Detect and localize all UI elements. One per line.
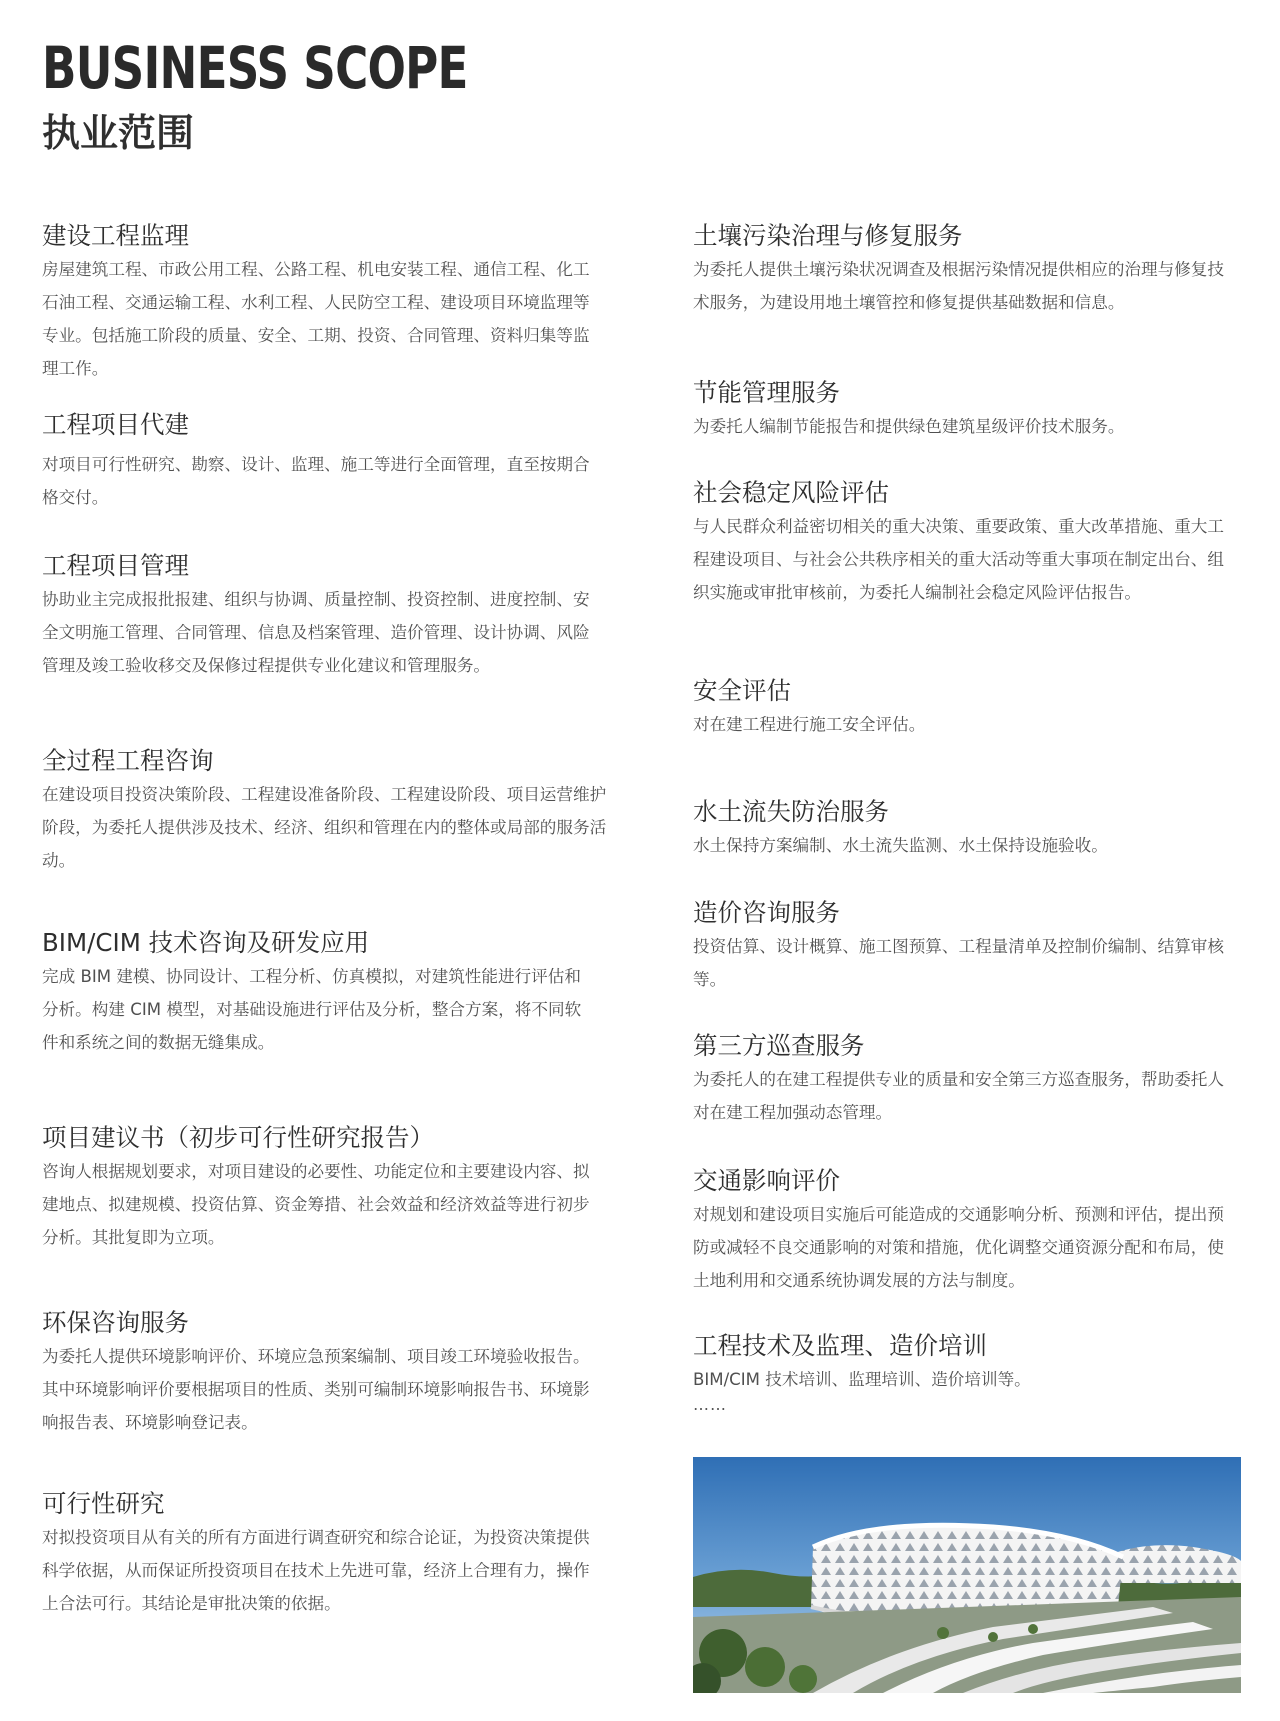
- section-title: 全过程工程咨询: [42, 746, 214, 775]
- section-text: 对项目可行性研究、勘察、设计、监理、施工等进行全面管理，直至按期合格交付。: [42, 455, 590, 507]
- section-text: 完成 BIM 建模、协同设计、工程分析、仿真模拟，对建筑性能进行评估和分析。构建 CIM 模型，对基础设施进行评估及分析，整合方案，将不同软件和系统之间的数据无缝集成。: [42, 967, 582, 1052]
- section-title: 节能管理服务: [693, 378, 840, 407]
- section-text: 在建设项目投资决策阶段、工程建设准备阶段、工程建设阶段、项目运营维护阶段，为委托人提供涉及技术、经济、组织和管理在内的整体或局部的服务活动。: [42, 785, 607, 870]
- section-title: 工程项目代建: [42, 410, 189, 439]
- section-bim-cim: [42, 926, 622, 1059]
- section-construction-supervision: [42, 219, 622, 385]
- section-text: 对拟投资项目从有关的所有方面进行调查研究和综合论证，为投资决策提供科学依据，从而保证所投资项目在技术上先进可靠，经济上合理有力，操作上合法可行。其结论是审批决策的依据。: [42, 1528, 590, 1613]
- section-text: 为委托人的在建工程提供专业的质量和安全第三方巡查服务，帮助委托人对在建工程加强动态管理。: [693, 1070, 1224, 1122]
- section-energy-management: [693, 376, 1238, 443]
- section-text: 为委托人编制节能报告和提供绿色建筑星级评价技术服务。: [693, 417, 1125, 436]
- section-traffic-impact: [693, 1164, 1238, 1297]
- section-title: 项目建议书（初步可行性研究报告）: [42, 1123, 434, 1152]
- section-whole-process-consulting: [42, 744, 622, 877]
- section-text: 与人民群众利益密切相关的重大决策、重要政策、重大改革措施、重大工程建设项目、与社会公共秩序相关的重大活动等重大事项在制定出台、组织实施或审批审核前，为委托人编制社会稳定风险评估报告。: [693, 517, 1224, 602]
- section-title: 安全评估: [693, 676, 791, 705]
- section-text: 协助业主完成报批报建、组织与协调、质量控制、投资控制、进度控制、安全文明施工管理、合同管理、信息及档案管理、造价管理、设计协调、风险管理及竣工验收移交及保修过程提供专业化建议和管理服务。: [42, 590, 590, 675]
- section-safety-assessment: [693, 674, 1238, 741]
- section-project-proposal: [42, 1121, 622, 1254]
- section-title: 环保咨询服务: [42, 1308, 189, 1337]
- section-project-management: [42, 549, 622, 682]
- section-title: 社会稳定风险评估: [693, 478, 889, 507]
- section-title: 工程项目管理: [42, 551, 189, 580]
- section-environmental-consulting: [42, 1306, 622, 1439]
- section-soil-erosion: [693, 795, 1238, 862]
- section-text: 水土保持方案编制、水土流失监测、水土保持设施验收。: [693, 836, 1108, 855]
- section-text: BIM/CIM 技术培训、监理培训、造价培训等。: [693, 1370, 1031, 1389]
- section-training: [693, 1329, 1238, 1396]
- section-text: 为委托人提供土壤污染状况调查及根据污染情况提供相应的治理与修复技术服务，为建设用地土壤管控和修复提供基础数据和信息。: [693, 260, 1224, 312]
- section-title: 第三方巡查服务: [693, 1031, 865, 1060]
- section-title: 交通影响评价: [693, 1166, 840, 1195]
- section-text: 咨询人根据规划要求，对项目建设的必要性、功能定位和主要建设内容、拟建地点、拟建规模、投资估算、资金筹措、社会效益和经济效益等进行初步分析。其批复即为立项。: [42, 1162, 590, 1247]
- section-title: BIM/CIM 技术咨询及研发应用: [42, 928, 370, 957]
- ellipsis: ……: [693, 1395, 727, 1414]
- section-title: 建设工程监理: [42, 221, 189, 250]
- section-text: 对规划和建设项目实施后可能造成的交通影响分析、预测和评估，提出预防或减轻不良交通影响的对策和措施，优化调整交通资源分配和布局，使土地利用和交通系统协调发展的方法与制度。: [693, 1205, 1224, 1290]
- section-text: 投资估算、设计概算、施工图预算、工程量清单及控制价编制、结算审核等。: [693, 937, 1224, 989]
- section-third-party-inspection: [693, 1029, 1238, 1129]
- section-title: 造价咨询服务: [693, 898, 840, 927]
- section-social-stability-risk: [693, 476, 1238, 609]
- section-text: 对在建工程进行施工安全评估。: [693, 715, 926, 734]
- section-cost-consulting: [693, 896, 1238, 996]
- section-title: 可行性研究: [42, 1489, 165, 1518]
- section-soil-remediation: [693, 219, 1238, 319]
- page-title-zh: 执业范围: [42, 111, 195, 155]
- section-feasibility-study: [42, 1487, 622, 1620]
- stadium-photo: [693, 1457, 1241, 1693]
- section-title: 工程技术及监理、造价培训: [693, 1331, 987, 1360]
- section-project-agency: [42, 408, 622, 514]
- section-title: 水土流失防治服务: [693, 797, 889, 826]
- section-text: 为委托人提供环境影响评价、环境应急预案编制、项目竣工环境验收报告。其中环境影响评价要根据项目的性质、类别可编制环境影响报告书、环境影响报告表、环境影响登记表。: [42, 1347, 590, 1432]
- section-title: 土壤污染治理与修复服务: [693, 221, 963, 250]
- page-title-en: BUSINESS SCOPE: [42, 34, 468, 102]
- section-text: 房屋建筑工程、市政公用工程、公路工程、机电安装工程、通信工程、化工石油工程、交通运输工程、水利工程、人民防空工程、建设项目环境监理等专业。包括施工阶段的质量、安全、工期、投资、合同管理、资料归集等监理工作。: [42, 260, 590, 378]
